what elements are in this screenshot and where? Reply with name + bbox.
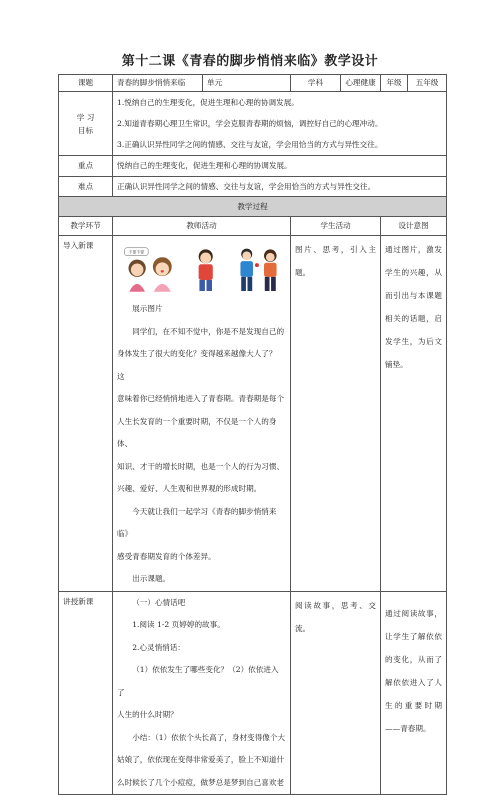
process-heading-row [59, 197, 447, 217]
intro-paragraph: 意味着你已经悄悄地进入了青春期。青春期是每个 [117, 394, 285, 403]
intro-student: 图片、思考，引入主题。 [291, 236, 381, 592]
key-point-row [59, 156, 447, 177]
key-point-text: 悦纳自己的生理变化，促进生理和心理的协调发展。 [113, 156, 447, 177]
meta-row [59, 75, 447, 92]
lesson-student: 阅读故事，思考、交流。 [291, 591, 381, 795]
goal-item-3: 3.正确认识异性同学之间的情感、交往与友谊，学会用恰当的方式与异性交往。 [117, 140, 383, 149]
lesson-plan-table [58, 74, 447, 795]
intro-teacher [113, 236, 291, 592]
lesson-teacher [113, 591, 291, 795]
col-step-header: 教学环节 [59, 217, 113, 236]
subject-label: 学科 [291, 75, 341, 92]
key-point-label: 重点 [59, 156, 113, 177]
lesson-paragraph: 1.阅读 1-2 页婷婷的故事。 [132, 620, 225, 629]
intro-paragraph: 感受青春期发育的个体差异。 [117, 551, 216, 561]
page-title: 第十二课《青春的脚步悄悄来临》教学设计 [121, 54, 379, 69]
lesson-paragraph: 人生的什么时期？ [117, 710, 178, 719]
intro-paragraph: 知识、才干的增长时期，也是一个人的行为习惯、 [117, 461, 285, 471]
intro-row [59, 236, 447, 592]
unit-label: 单元 [203, 75, 291, 92]
intro-paragraph: 展示图片 [132, 304, 163, 313]
lesson-intent: 通过阅读故事，让学生了解依依的变化，从而了解依依进入了人生的重要时期——青春期。 [381, 591, 447, 795]
col-intent-header: 设计意图 [381, 217, 447, 236]
intro-paragraph: 出示课题。 [132, 574, 171, 583]
intro-paragraph: 兴趣、爱好、人生观和世界观的形成时期。 [117, 484, 262, 493]
lesson-paragraph: 么时候长了几个小痘痘，做梦总是梦到自己喜欢老 [117, 777, 285, 787]
goal-item-2: 2.知道青春期心理卫生常识，学会克服青春期的烦恼，调控好自己的心理冲动。 [117, 119, 383, 128]
lesson-paragraph: 2.心灵悄悄话： [132, 642, 185, 652]
process-heading: 教学过程 [59, 197, 447, 217]
goal-item-1: 1.悦纳自己的生理变化，促进生理和心理的协调发展。 [117, 98, 299, 107]
boy-illustration-icon [190, 240, 221, 298]
lesson-body [117, 592, 286, 795]
difficulty-label: 难点 [59, 177, 113, 197]
intro-paragraph: 今天就让我们一起学习《青春的脚步悄悄来临》 [117, 506, 277, 538]
intro-body [117, 298, 286, 591]
couple-illustration-icon [231, 240, 286, 298]
intro-step: 导入新课 [59, 236, 113, 592]
intro-paragraph: 人生长发育的一个重要时期，不仅是一个人的身体、 [117, 416, 277, 448]
intro-illustration [117, 236, 286, 298]
lesson-paragraph: 姑娘了，依依现在变得非常爱美了，脸上不知道什 [117, 755, 285, 764]
girls-illustration-icon [123, 240, 180, 298]
col-teacher-header: 教师活动 [113, 217, 291, 236]
intro-intent: 通过图片，激发学生的兴趣，从而引出与本课题相关的话题，启发学生，为后文铺垫。 [381, 236, 447, 592]
lesson-step: 讲授新课 [59, 591, 113, 795]
topic-value: 青春的脚步悄悄来临 [113, 75, 203, 92]
goals-label-line-1: 学 习 [76, 112, 95, 122]
grade-value: 五年级 [408, 75, 447, 92]
grade-label: 年级 [381, 75, 408, 92]
subject-value: 心理健康 [341, 75, 381, 92]
difficulty-text: 正确认识异性同学之间的情感、交往与友谊，学会用恰当的方式与异性交往。 [113, 177, 447, 197]
lesson-row [59, 591, 447, 795]
lesson-paragraph: 小结：（1）依依个头长高了，身材变得像个大 [132, 732, 286, 742]
lesson-paragraph: （一）心情话吧 [132, 597, 186, 607]
goals-label-line-2: 目标 [77, 125, 94, 135]
col-student-header: 学生活动 [291, 217, 381, 236]
topic-label: 课题 [59, 75, 113, 92]
lesson-paragraph: （1）依依发生了哪些变化？（2）依依进入了 [117, 665, 279, 697]
intro-paragraph: 身体发生了很大的变化？变得越来越像大人了？ 这 [117, 349, 277, 381]
goals-row [59, 92, 447, 156]
goals-content [113, 92, 447, 156]
bubble-text: 不要不要 [128, 249, 145, 255]
intro-paragraph: 同学们，在不知不觉中，你是不是发现自己的 [132, 326, 285, 336]
process-column-headers [59, 217, 447, 236]
difficulty-row [59, 177, 447, 197]
goals-label [59, 92, 113, 156]
